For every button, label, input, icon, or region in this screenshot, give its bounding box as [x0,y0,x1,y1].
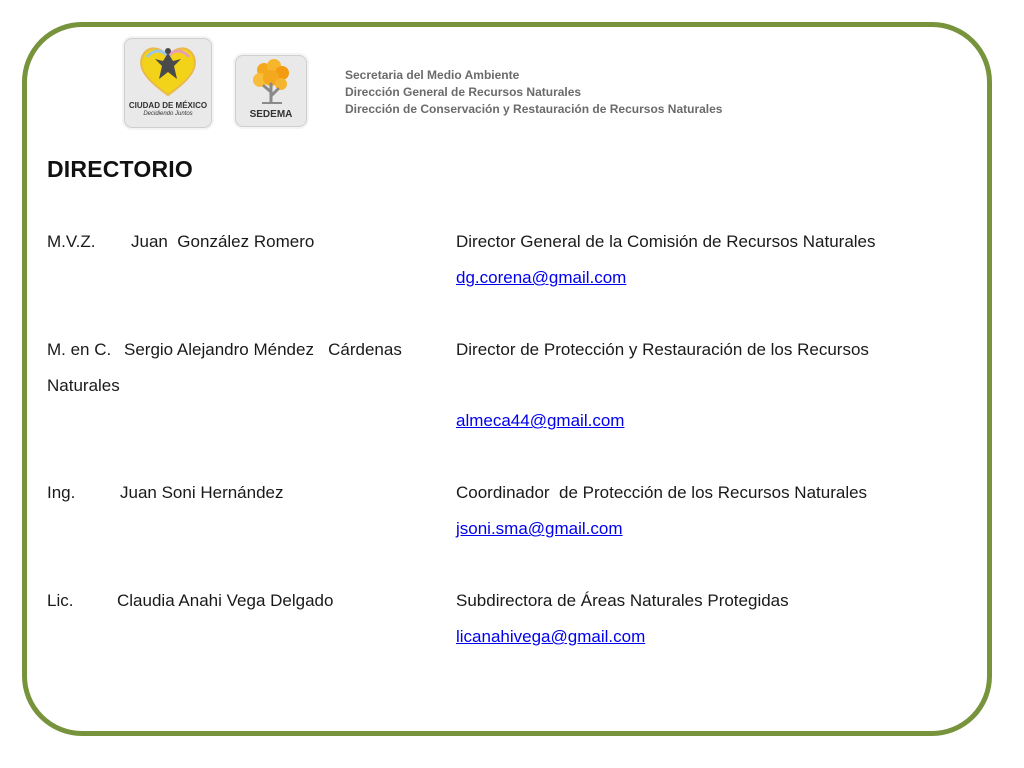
entry-email-link[interactable]: almeca44@gmail.com [456,411,625,430]
entry-name: Juan González Romero [131,232,315,251]
header-organization [345,67,722,118]
entry-position: Director de Protección y Restauración de los Recursos [456,340,869,359]
entry-position: Director General de la Comisión de Recursos Naturales [456,232,876,251]
tree-logo-icon [236,56,306,108]
sedema-logo [235,55,307,127]
entry-name: Sergio Alejandro Méndez Cárdenas [124,340,402,359]
entry-prefix: Lic. [47,591,74,610]
cdmx-logo [124,38,212,128]
entry-position-continued: Naturales [47,376,120,395]
header-line-secretaria: Secretaria del Medio Ambiente [345,68,520,82]
cdmx-logo-slogan: Decidiendo Juntos [143,111,193,117]
entry-position: Coordinador de Protección de los Recursos Naturales [456,483,868,502]
entry-email-link[interactable]: licanahivega@gmail.com [456,627,646,646]
entry-name: Claudia Anahi Vega Delgado [117,591,334,610]
entry-prefix: M. en C. [47,340,112,359]
sedema-logo-text: SEDEMA [249,109,293,120]
entry-prefix: M.V.Z. [47,232,96,251]
entry-prefix: Ing. [47,483,76,502]
entry-email-link[interactable]: dg.corena@gmail.com [456,268,627,287]
entry-position: Subdirectora de Áreas Naturales Protegidas [456,591,789,610]
entry-email-link[interactable]: jsoni.sma@gmail.com [456,519,623,538]
page-title: DIRECTORIO [47,156,193,182]
entry-name: Juan Soni Hernández [120,483,284,502]
angel-independence-logo-icon [125,39,211,101]
cdmx-logo-text: CIUDAD DE MÉXICO [128,101,208,110]
header-line-direccion-conservacion: Dirección de Conservación y Restauración de Recursos Naturales [345,102,723,116]
header-line-direccion-general: Dirección General de Recursos Naturales [345,85,582,99]
